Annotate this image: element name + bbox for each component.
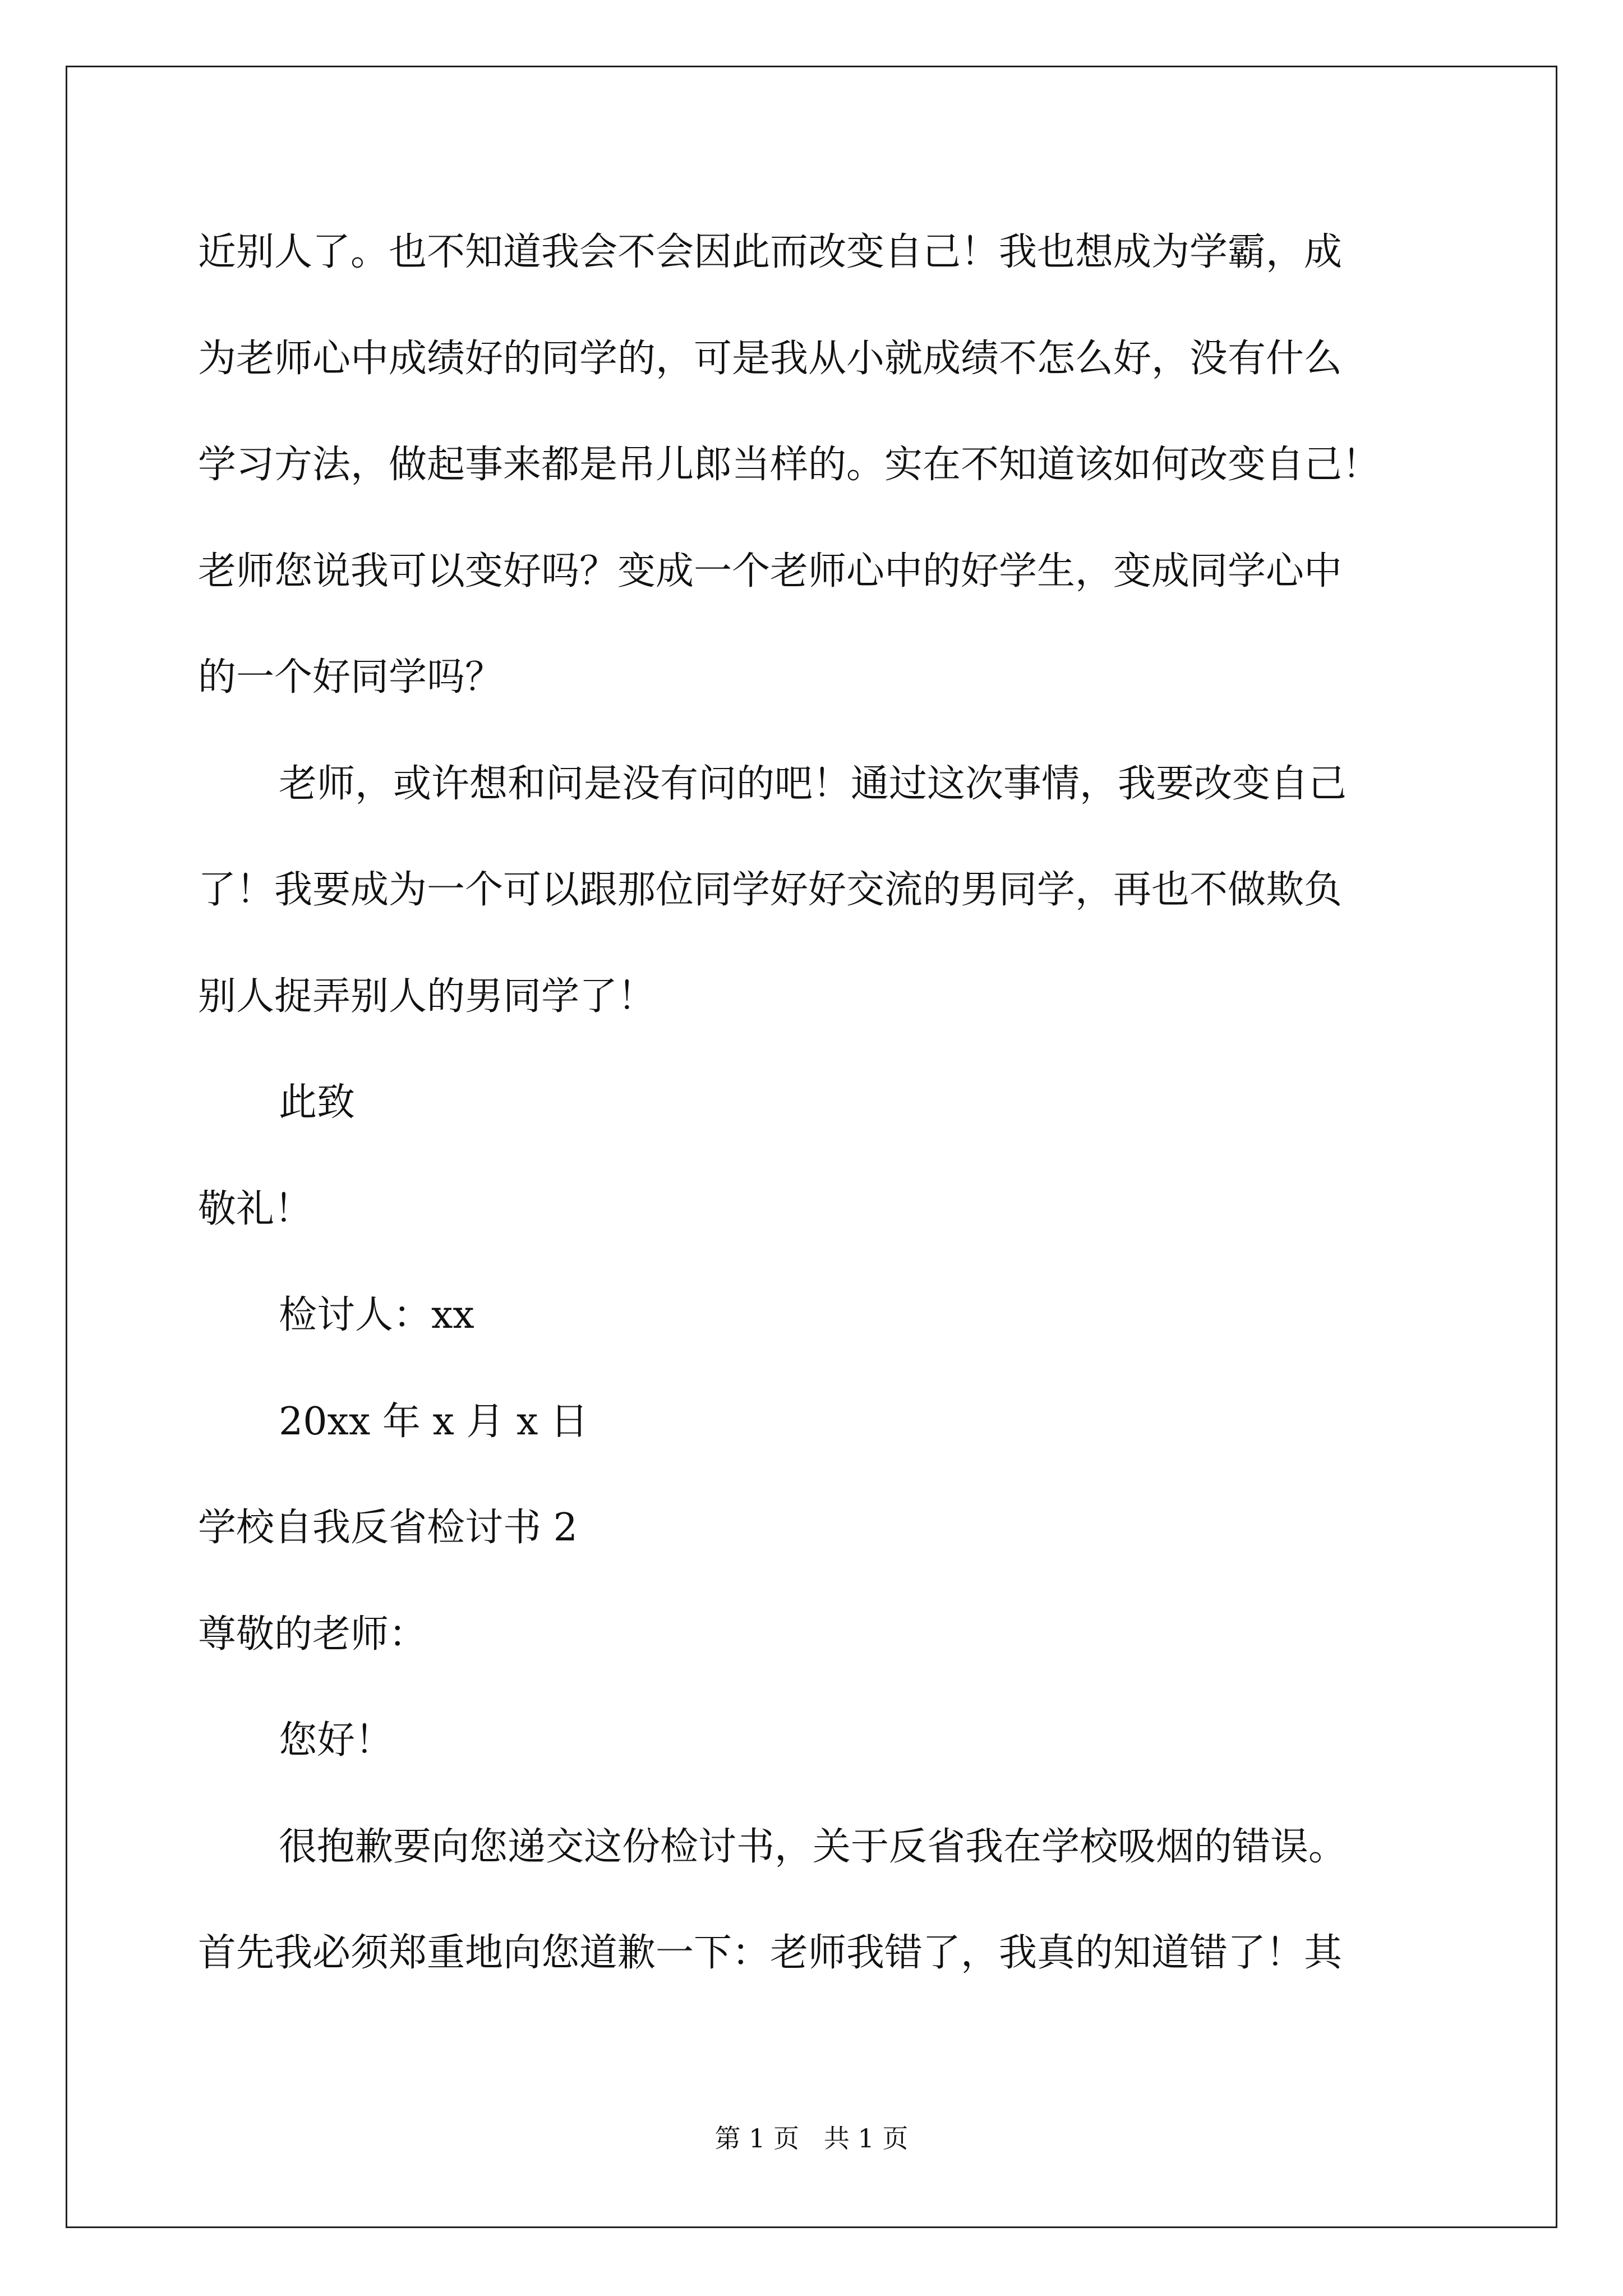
text-line: 为老师心中成绩好的同学的，可是我从小就成绩不怎么好，没有什么 [198, 337, 1343, 381]
text-line: 首先我必须郑重地向您道歉一下：老师我错了，我真的知道错了！其 [198, 1931, 1343, 1975]
text-line: 很抱歉要向您递交这份检讨书，关于反省我在学校吸烟的错误。 [279, 1825, 1347, 1869]
closing-respect: 敬礼！ [198, 1187, 313, 1231]
text-line: 别人捉弄别人的男同学了！ [198, 974, 656, 1019]
greeting: 您好！ [279, 1718, 394, 1763]
text-line: 学习方法，做起事来都是吊儿郎当样的。实在不知道该如何改变自己！ [198, 443, 1381, 487]
signature-date: 20xx 年 x 月 x 日 [279, 1400, 589, 1444]
page-footer: 第 1 页 共 1 页 [714, 2123, 909, 2154]
greeting-addressee: 尊敬的老师： [198, 1612, 427, 1657]
section-title: 学校自我反省检讨书 2 [198, 1506, 578, 1550]
text-line: 了！我要成为一个可以跟那位同学好好交流的男同学，再也不做欺负 [198, 868, 1343, 912]
text-line: 老师，或许想和问是没有问的吧！通过这次事情，我要改变自己 [279, 762, 1347, 806]
page-border [66, 66, 1557, 2228]
text-line: 近别人了。也不知道我会不会因此而改变自己！我也想成为学霸，成 [198, 230, 1343, 274]
text-line: 老师您说我可以变好吗？变成一个老师心中的好学生，变成同学心中 [198, 549, 1343, 593]
closing-salutation: 此致 [279, 1080, 356, 1125]
signature-author: 检讨人：xx [279, 1293, 474, 1337]
text-line: 的一个好同学吗？ [198, 655, 504, 700]
